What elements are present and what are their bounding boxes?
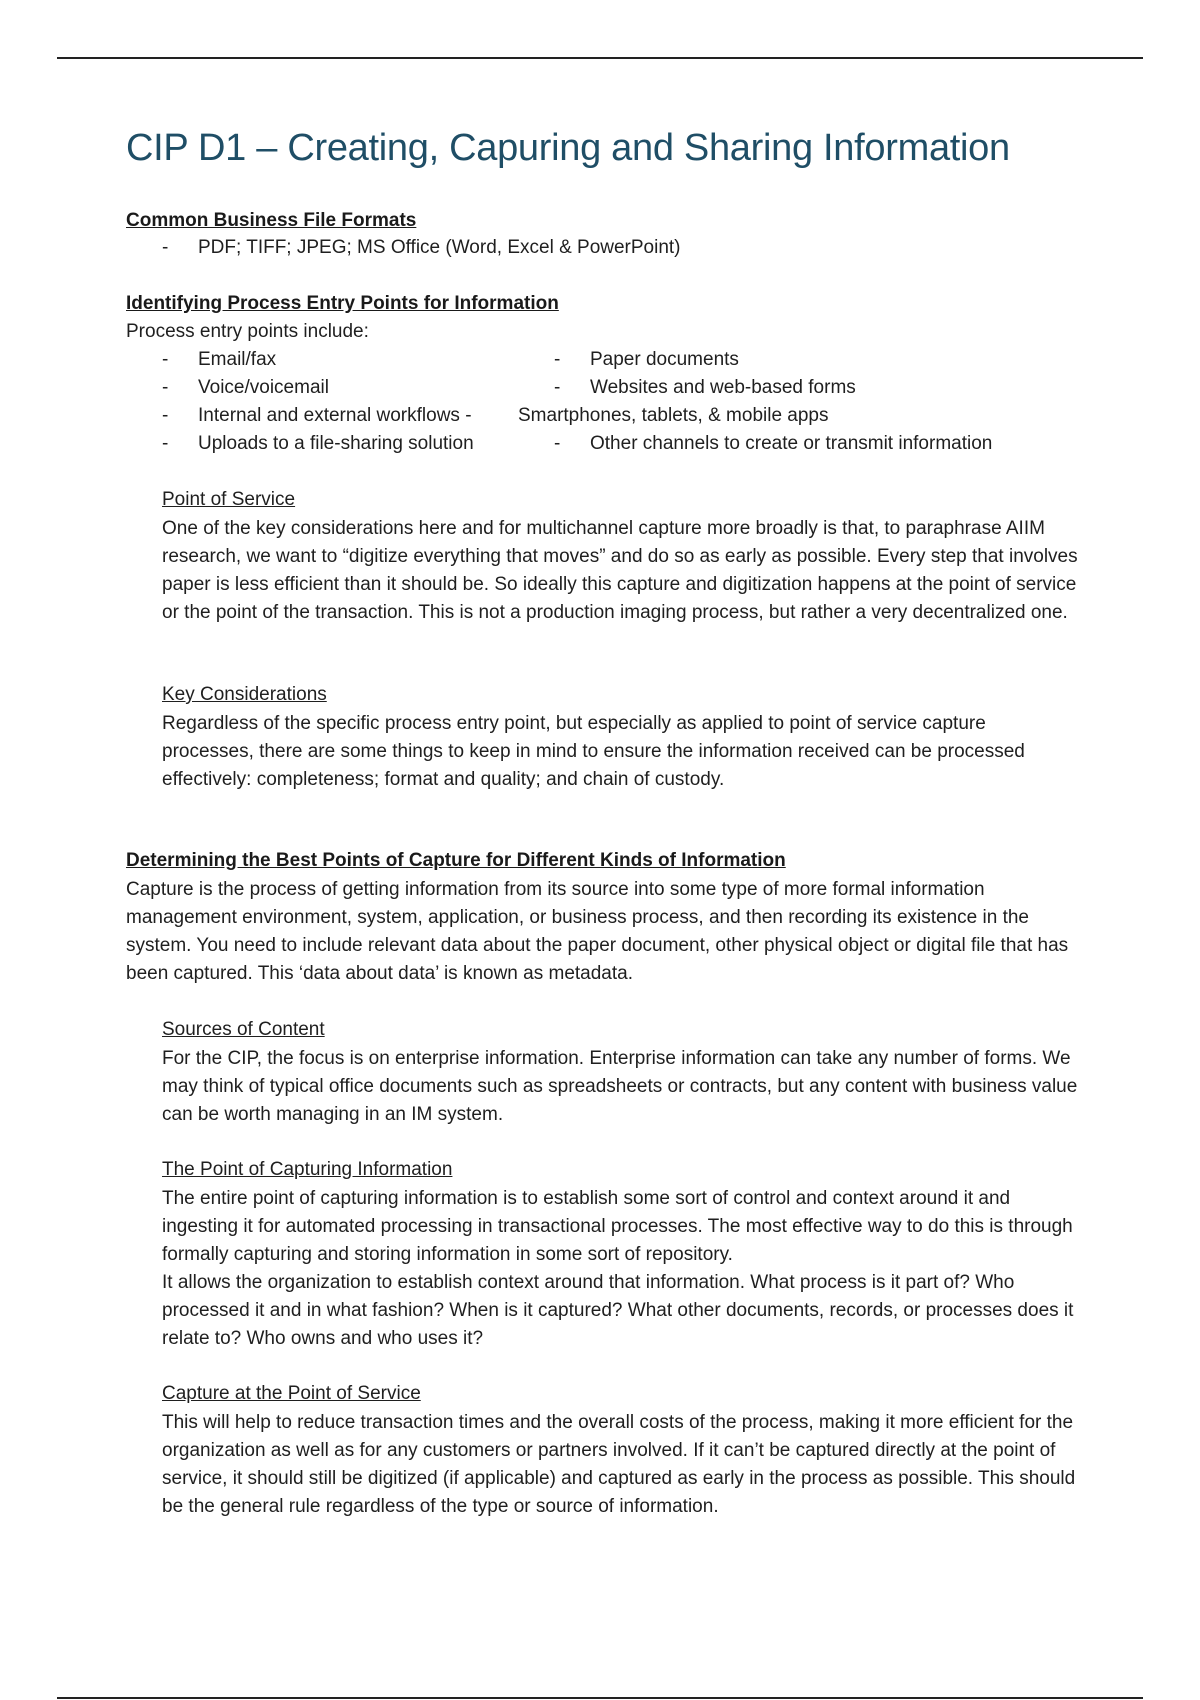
paragraph-capture-at-pos: This will help to reduce transaction times and the overall costs of the process, making it more efficient for the organization as well as for any customers or partners involved. If it can’t be captured directly at the point of service, it should still be digitized (if applicable) and captured as early in the process as possible. This should be the general rule regardless of the type or source of information. [162,1412,1076,1517]
list-item: Smartphones, tablets, & mobile apps [518,405,829,426]
subheading-sources-of-content: Sources of Content [162,1019,325,1040]
heading-entry-points: Identifying Process Entry Points for Information [126,293,559,314]
list-item: - Uploads to a file-sharing solution [162,433,474,454]
footer-rule [57,1697,1143,1699]
heading-file-formats: Common Business File Formats [126,210,417,231]
header-rule [57,57,1143,59]
paragraph-point-of-capturing-1: The entire point of capturing information is to establish some sort of control and context around it and ingesting it for automated processing in transactional processes. The most effective way to do this is through formally capturing and storing information in some sort of repository. [162,1188,1073,1265]
paragraph-capture: Capture is the process of getting information from its source into some type of more formal information management environment, system, application, or business process, and then recording its existence in the system. You need to include relevant data about the paper document, other physical object or digital file that has been captured. This ‘data about data’ is known as metadata. [126,879,1069,984]
paragraph-key-considerations: Regardless of the specific process entry point, but especially as applied to point of service capture processes, there are some things to keep in mind to ensure the information received can be processed effectively: completeness; format and quality; and chain of custody. [162,713,1025,790]
subheading-key-considerations: Key Considerations [162,684,327,705]
subheading-capture-at-pos: Capture at the Point of Service [162,1383,421,1404]
subheading-point-of-capturing: The Point of Capturing Information [162,1159,453,1180]
list-item: - Email/fax [162,349,277,370]
paragraph-sources-of-content: For the CIP, the focus is on enterprise information. Enterprise information can take any number of forms. We may think of typical office documents such as spreadsheets or contracts, but any content with business value can be worth managing in an IM system. [162,1048,1078,1125]
list-item: - Other channels to create or transmit information [554,433,993,454]
bullet-file-formats: - PDF; TIFF; JPEG; MS Office (Word, Excel & PowerPoint) [162,237,681,258]
paragraph-point-of-service: One of the key considerations here and for multichannel capture more broadly is that, to paraphrase AIIM research, we want to “digitize everything that moves” and do so as early as possible. Every step that involves paper is less efficient than it should be. So ideally this capture and digitization happens at the point of service or the point of the transaction. This is not a production imaging process, but rather a very decentralized one. [162,518,1078,623]
heading-points-of-capture: Determining the Best Points of Capture for Different Kinds of Information [126,850,786,871]
list-item: - Websites and web-based forms [554,377,856,398]
document-title: CIP D1 – Creating, Capuring and Sharing Information [126,127,1010,169]
list-item: - Internal and external workflows - [162,405,472,426]
paragraph-point-of-capturing-2: It allows the organization to establish context around that information. What process is it part of? Who processed it and in what fashion? When is it captured? What other documents, records, or processes does it relate to? Who owns and who uses it? [162,1272,1074,1349]
list-item: - Paper documents [554,349,739,370]
entry-points-intro: Process entry points include: [126,321,369,342]
list-item: - Voice/voicemail [162,377,329,398]
subheading-point-of-service: Point of Service [162,489,296,510]
